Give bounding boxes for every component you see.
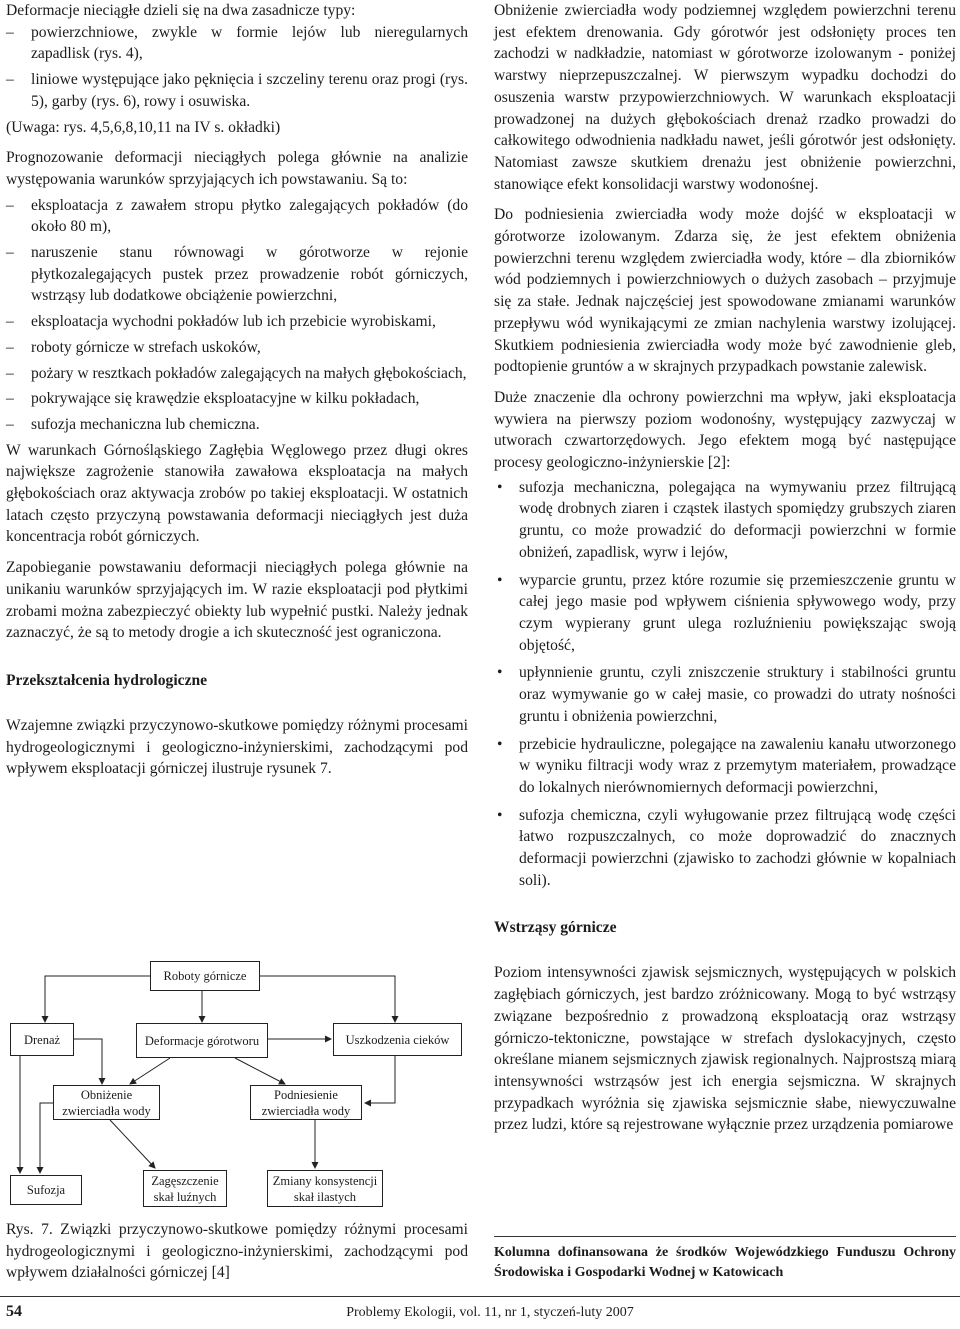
processes-list bbox=[494, 477, 956, 892]
dash-marker: – bbox=[6, 71, 14, 89]
forecast-paragraph: Prognozowanie deformacji nieciągłych polega głównie na analizie występowania warunków sprzyjających ich powstawaniu. Są to: bbox=[6, 149, 468, 188]
box-obnizenie-zwierciadla: Obniżenie zwierciadła wody bbox=[53, 1085, 160, 1120]
dash-marker: – bbox=[6, 338, 14, 356]
box-zmiany-konsystencji: Zmiany konsystencji skał ilastych bbox=[267, 1170, 383, 1207]
funding-divider bbox=[494, 1236, 956, 1237]
funding-note: Kolumna dofinansowana że środków Wojewódzkiego Funduszu Ochrony Środowiska i Gospodarki Wodnej w Katowicach bbox=[494, 1245, 956, 1280]
section-heading-hydrology: Przekształcenia hydrologiczne bbox=[6, 671, 208, 689]
bullet-marker: • bbox=[497, 571, 503, 589]
bullet-marker: • bbox=[497, 806, 503, 824]
list-item: – liniowe występujące jako pęknięcia i szczeliny terenu oraz progi (rys. 5), garby (rys. 6), rowy i osuwiska. bbox=[6, 71, 468, 110]
dash-marker: – bbox=[6, 244, 14, 262]
figure-note: (Uwaga: rys. 4,5,6,8,10,11 na IV s. okładki) bbox=[6, 118, 281, 136]
figure-7-diagram bbox=[0, 958, 470, 1220]
list-item: – eksploatacja z zawałem stropu płytko zalegających pokładów (do około 80 m), bbox=[6, 196, 468, 236]
right-paragraph-1: Obniżenie zwierciadła wody podziemnej względem powierzchni terenu jest efektem drenowania. Gdy górotwór jest odsłonięty proces ten zachodzi w nadkładzie, natomiast w górotworze izolowanym - poniżej warstwy nieprzepuszczalnej. W pierwszym wypadku dochodzi do osuszenia warstw przypowierzchniowych. W warunkach eksploatacji prowadzonej na dużych głębokościach drenaż rzadko prowadzi do całkowitego odwodnienia nadkładu nawet, jeśli górotwór jest odsłonięty. Natomiast zawsze skutkiem drenażu jest obniżenie powierzchni, stanowiące efekt konsolidacji warstwy wodonośnej. bbox=[494, 2, 956, 193]
box-uszkodzenia-ciekow: Uszkodzenia cieków bbox=[333, 1023, 462, 1056]
footer-divider bbox=[0, 1296, 960, 1297]
left-column bbox=[6, 0, 468, 780]
right-paragraph-2: Do podniesienia zwierciadła wody może dojść w eksploatacji w górotworze izolowanym. Zdarza się, że jest efektem obniżenia powierzchni terenu względem zwierciadła wody, które – dla zbiorników wód podziemnych i powierzchniowych o dużych zasobach – przyjmuje się za stałe. Jednak najczęściej jest spowodowane zmianami warunków przepływu wód wynikającymi ze zmian nachylenia warstwy izolującej. Skutkiem podniesienia zwierciadła wody może być zawodnienie gleb, podtopienie gruntów a w skrajnych przypadkach powstanie zalewisk. bbox=[494, 206, 956, 376]
dash-marker: – bbox=[6, 415, 14, 433]
box-sufozja: Sufozja bbox=[10, 1175, 82, 1205]
list-item: • wyparcie gruntu, przez które rozumie się przemieszczenie gruntu w całej jego masie pod wpływem ciśnienia spływowego wody, przy czym wypierany grunt ulega rozluźnieniu powiększając swoją objętość, bbox=[497, 571, 956, 654]
prevention-paragraph: Zapobieganie powstawaniu deformacji nieciągłych polega głównie na unikaniu warunków sprzyjających im. W razie eksploatacji pod płytkimi zrobami można zabezpieczyć obiekty lub wypełnić pustki. Należy jednak zaznaczyć, że są to metody drogie a ich skuteczność jest ograniczona. bbox=[6, 559, 468, 642]
gzw-paragraph: W warunkach Górnośląskiego Zagłębia Węglowego przez długi okres największe zagrożenie stanowiła zawałowa eksploatacja na małych głębokościach oraz aktywacja zrobów po takiej eksploatacji. W ostatnich latach często przyczyną powstawania deformacji nieciągłych jest duża koncentracja robót górniczych. bbox=[6, 441, 468, 546]
dash-marker: – bbox=[6, 313, 14, 331]
conditions-list bbox=[6, 195, 468, 436]
list-item: – sufozja mechaniczna lub chemiczna. bbox=[6, 414, 468, 436]
box-podniesienie-zwierciadla: Podniesienie zwierciadła wody bbox=[250, 1085, 362, 1120]
right-paragraph-3: Duże znaczenie dla ochrony powierzchni ma wpływ, jaki eksploatacja wywiera na pierwszy poziom wodonośny, występujący zazwyczaj w utworach czwartorzędowych. Jego efektem mogą być następujące procesy geologiczno-inżynierskie [2]: bbox=[494, 388, 956, 472]
box-roboty-gornicze: Roboty górnicze bbox=[150, 961, 260, 991]
list-item: – pokrywające się krawędzie eksploatacyjne w kilku pokładach, bbox=[6, 388, 468, 410]
section-heading-quakes: Wstrząsy górnicze bbox=[494, 919, 617, 937]
list-item: – roboty górnicze w strefach uskoków, bbox=[6, 337, 468, 359]
dash-marker: – bbox=[6, 196, 14, 214]
right-column bbox=[494, 0, 956, 1136]
list-item: • upłynnienie gruntu, czyli zniszczenie struktury i stabilności gruntu oraz wymywanie go w całej masie, co prowadzi do utraty nośności gruntu i obniżenia powierzchni, bbox=[497, 664, 956, 725]
deformation-types-list bbox=[6, 22, 468, 113]
bullet-marker: • bbox=[497, 478, 503, 496]
list-item: • sufozja chemiczna, czyli wyługowanie przez filtrującą wodę części łatwo rozpuszczalnych, co może doprowadzić do znacznych deformacji powierzchni (zjawisko to zachodzi głównie w kopalniach soli). bbox=[497, 806, 956, 889]
bullet-marker: • bbox=[497, 735, 503, 753]
list-item: – powierzchniowe, zwykle w formie lejów lub nieregularnych zapadlisk (rys. 4), bbox=[6, 23, 468, 63]
list-item: • sufozja mechaniczna, polegająca na wymywaniu przez filtrującą wodę drobnych ziaren i cząstek ilastych spomiędzy grubszych ziaren gruntu, co może prowadzić do deformacji powierzchni w formie obniżeń, zapadlisk, wyrw i lejów, bbox=[497, 478, 956, 561]
box-deformacje-gorotworu: Deformacje górotworu bbox=[136, 1023, 268, 1058]
journal-citation: Problemy Ekologii, vol. 11, nr 1, styczeń-luty 2007 bbox=[346, 1305, 634, 1320]
dash-marker: – bbox=[6, 23, 14, 41]
dash-marker: – bbox=[6, 390, 14, 408]
box-zageszczenie: Zagęszczenie skał luźnych bbox=[143, 1170, 227, 1207]
bullet-marker: • bbox=[497, 664, 503, 682]
list-item: – naruszenie stanu równowagi w górotworze w rejonie płytkozalegających pustek przez prowadzenie robót górniczych, wstrząsy lub dodatkowe obciążenie powierzchni, bbox=[6, 244, 468, 305]
quakes-paragraph: Poziom intensywności zjawisk sejsmicznych, występujących w polskich zagłębiach górniczych, jest bardzo zróżnicowany. Mogą to być wstrząsy związane bezpośrednio z prowadzoną eksploatacją oraz wstrząsy górniczo-tektoniczne, powstające w strefach dyslokacyjnych, często określane mianem sejsmicznych zjawisk regionalnych. Najprostszą miarą intensywności wstrząsów jest ich energia sejsmiczna. W skrajnych przypadkach wyróżnia się zjawiska sejsmicznie słabe, niewyczuwalne przez ludzi, które są rejestrowane wyłącznie przez urządzenia pomiarowe bbox=[494, 964, 956, 1134]
list-item: – eksploatacja wychodni pokładów lub ich przebicie wyrobiskami, bbox=[6, 311, 468, 333]
figure-7-caption: Rys. 7. Związki przyczynowo-skutkowe pomiędzy różnymi procesami hydrogeologicznymi i geologiczno-inżynierskimi, zachodzącymi pod wpływem działalności górniczej [4] bbox=[6, 1221, 468, 1282]
dash-marker: – bbox=[6, 364, 14, 382]
hydrology-paragraph: Wzajemne związki przyczynowo-skutkowe pomiędzy różnymi procesami hydrogeologicznymi i geologiczno-inżynierskimi, zachodzącymi pod wpływem eksploatacji górniczej ilustruje rysunek 7. bbox=[6, 716, 468, 778]
intro-paragraph: Deformacje nieciągłe dzieli się na dwa zasadnicze typy: bbox=[6, 2, 356, 19]
page-number: 54 bbox=[6, 1303, 22, 1320]
list-item: • przebicie hydrauliczne, polegające na zawaleniu kanału utworzonego w wyniku filtracji wody wraz z przemytym materiałem, prowadzące do lokalnych nierównomiernych deformacji powierzchni, bbox=[497, 735, 956, 796]
box-drenaz: Drenaż bbox=[10, 1023, 74, 1056]
list-item: – pożary w resztkach pokładów zalegających na małych głębokościach, bbox=[6, 363, 468, 385]
